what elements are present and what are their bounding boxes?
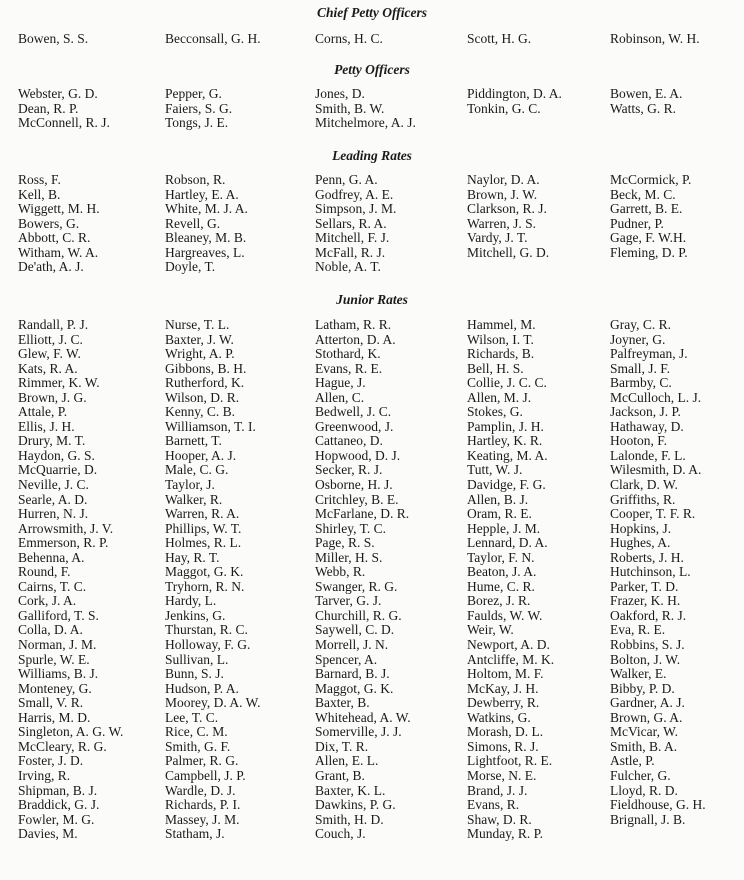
crew-name: Robbins, S. J. [610,637,685,653]
crew-name: Latham, R. R. [315,317,392,332]
crew-name: Collie, J. C. C. [467,375,547,391]
crew-name: Jones, D. [315,86,365,101]
crew-name: Maggot, G. K. [315,680,394,696]
crew-name: Smith, B. A. [610,738,678,754]
crew-name: Dix, T. R. [315,738,369,754]
crew-name: Lennard, D. A. [467,535,548,551]
crew-name: Baxter, J. W. [165,331,234,347]
crew-name: Griffiths, R. [610,491,676,507]
junior-rates-column-5 [610,318,706,827]
crew-name: Shipman, B. J. [18,782,98,798]
leading-rates-column-4 [467,173,549,260]
crew-name: Morrell, J. N. [315,637,389,653]
crew-name: Lalonde, F. L. [610,447,686,463]
crew-name: Dean, R. P. [18,100,79,116]
crew-name: Beck, M. C. [610,186,676,202]
crew-name: Antcliffe, M. K. [467,651,555,667]
crew-name: Hurren, N. J. [18,506,89,522]
crew-name: Baxter, B. [315,695,370,711]
crew-name: Moorey, D. A. W. [165,695,261,711]
crew-name: Dewberry, R. [467,695,540,711]
crew-name: Cattaneo, D. [315,433,383,449]
crew-name: Stothard, K. [315,346,381,362]
crew-name: Hay, R. T. [165,549,220,565]
crew-name: Robson, R. [165,172,226,187]
crew-name: Warren, J. S. [467,215,537,231]
crew-name: Cork, J. A. [18,593,77,609]
crew-name: Fulcher, G. [610,767,671,783]
crew-name: Mitchell, G. D. [467,244,550,260]
junior-rates-column-2 [165,318,261,842]
crew-name: McQuarrie, D. [18,462,98,478]
crew-name: Brignall, J. B. [610,811,686,827]
crew-name: Munday, R. P. [467,826,544,842]
crew-name: Allen, M. J. [467,389,532,405]
crew-name: Monteney, G. [18,680,92,696]
crew-name: Maggot, G. K. [165,564,244,580]
crew-name: Tongs, J. E. [165,115,229,131]
crew-name: Tryhorn, R. N. [165,578,245,594]
crew-name: McCleary, R. G. [18,738,107,754]
crew-name: Hughes, A. [610,535,671,551]
crew-name: Hargreaves, L. [165,244,245,260]
crew-name: Garrett, B. E. [610,201,683,217]
crew-name: Palfreyman, J. [610,346,688,362]
section-title-leading-rates: Leading Rates [332,148,412,163]
crew-name: Grant, B. [315,767,365,783]
crew-name: Hutchinson, L. [610,564,691,580]
junior-rates-column-4 [467,318,554,842]
crew-name: Witham, W. A. [18,244,99,260]
crew-name: Warren, R. A. [165,506,240,522]
crew-name: Hume, C. R. [467,578,535,594]
crew-name: Randall, P. J. [18,317,89,332]
crew-name: Gibbons, B. H. [165,360,247,376]
crew-name: Barnett, T. [165,433,222,449]
petty-officers-column-5 [610,87,682,116]
crew-name: Brown, G. A. [610,709,683,725]
crew-name: Keating, M. A. [467,447,548,463]
crew-name: Norman, J. M. [18,637,97,653]
crew-name: Secker, R. J. [315,462,383,478]
crew-name: Cooper, T. F. R. [610,506,696,522]
crew-name: Astle, P. [610,753,655,769]
crew-name: Jenkins, G. [165,607,226,623]
crew-name: Pepper, G. [165,86,222,101]
crew-name: Lightfoot, R. E. [467,753,553,769]
crew-name: Thurstan, R. C. [165,622,248,638]
crew-name: Bell, H. S. [467,360,524,376]
crew-name: Glew, F. W. [18,346,81,362]
cpo-name: Becconsall, G. H. [165,31,261,46]
crew-name: Harris, M. D. [18,709,91,725]
crew-name: Frazer, K. H. [610,593,681,609]
petty-officers-column-3 [315,87,416,131]
crew-name: Massey, J. M. [165,811,240,827]
crew-name: Allen, C. [315,389,365,405]
crew-name: Walker, R. [165,491,223,507]
crew-name: Emmerson, R. P. [18,535,109,551]
crew-name: Bibby, P. D. [610,680,675,696]
crew-name: Mitchelmore, A. J. [315,115,416,131]
crew-name: Colla, D. A. [18,622,83,638]
crew-name: Simpson, J. M. [315,201,397,217]
crew-name: Abbott, C. R. [18,230,91,246]
crew-name: Atterton, D. A. [315,331,396,347]
crew-name: Taylor, F. N. [467,549,535,565]
crew-name: Taylor, J. [165,477,215,493]
crew-name: Piddington, D. A. [467,86,562,101]
crew-name: Searle, A. D. [18,491,88,507]
crew-name: Smith, B. W. [315,100,385,116]
crew-name: Brown, J. W. [467,186,538,202]
crew-name: Greenwood, J. [315,418,394,434]
crew-name: Hepple, J. M. [467,520,541,536]
junior-rates-column-1 [18,318,123,842]
crew-name: Osborne, H. J. [315,477,393,493]
crew-name: Oakford, R. J. [610,607,687,623]
crew-name: Round, F. [18,564,71,580]
crew-name: Hague, J. [315,375,366,391]
crew-name: Baxter, K. L. [315,782,386,798]
crew-name: Gardner, A. J. [610,695,685,711]
crew-name: Behenna, A. [18,549,85,565]
crew-name: McKay, J. H. [467,680,539,696]
crew-name: Simons, R. J. [467,738,539,754]
crew-name: Drury, M. T. [18,433,86,449]
crew-name: Bowen, E. A. [610,86,683,101]
crew-name: Walker, E. [610,666,667,682]
crew-name: Pamplin, J. H. [467,418,544,434]
crew-name: Whitehead, A. W. [315,709,411,725]
crew-name: Couch, J. [315,826,366,842]
crew-name: Lloyd, R. D. [610,782,678,798]
crew-name: Allen, E. L. [315,753,379,769]
crew-name: Male, C. G. [165,462,229,478]
crew-name: Phillips, W. T. [165,520,242,536]
petty-officers-column-1 [18,87,110,131]
crew-name: Barnard, B. J. [315,666,390,682]
crew-name: Neville, J. C. [18,477,89,493]
crew-name: Singleton, A. G. W. [18,724,124,740]
leading-rates-column-2 [165,173,248,275]
crew-name: Churchill, R. G. [315,607,402,623]
crew-name: Watts, G. R. [610,100,677,116]
crew-name: Holtom, M. F. [467,666,544,682]
crew-name: Hudson, P. A. [165,680,239,696]
crew-name: Arrowsmith, J. V. [18,520,114,536]
crew-name: Brand, J. J. [467,782,528,798]
crew-name: Evans, R. E. [315,360,383,376]
crew-name: Haydon, G. S. [18,447,95,463]
crew-name: Foster, J. D. [18,753,84,769]
crew-name: Bleaney, M. B. [165,230,247,246]
crew-name: McConnell, R. J. [18,115,110,131]
petty-officers-column-4 [467,87,562,116]
crew-name: Cairns, T. C. [18,578,87,594]
crew-name: Williamson, T. I. [165,418,256,434]
cpo-name: Robinson, W. H. [610,31,700,46]
crew-name: McCormick, P. [610,172,692,187]
crew-name: Rimmer, K. W. [18,375,100,391]
crew-name: Gage, F. W.H. [610,230,687,246]
crew-name: Sellars, R. A. [315,215,387,231]
crew-name: Ellis, J. H. [18,418,75,434]
crew-name: McVicar, W. [610,724,679,740]
section-title-petty-officers: Petty Officers [334,62,410,77]
crew-name: Saywell, C. D. [315,622,395,638]
cpo-name: Bowen, S. S. [18,31,89,46]
crew-name: Mitchell, F. J. [315,230,390,246]
crew-name: Evans, R. [467,797,520,813]
crew-name: Faiers, S. G. [165,100,233,116]
crew-name: Holloway, F. G. [165,637,251,653]
cpo-name: Corns, H. C. [315,31,383,46]
crew-name: Allen, B. J. [467,491,529,507]
crew-name: Rutherford, K. [165,375,245,391]
crew-name: Clarkson, R. J. [467,201,547,217]
crew-name: Wilesmith, D. A. [610,462,702,478]
crew-name: Spencer, A. [315,651,378,667]
crew-name: Vardy, J. T. [467,230,528,246]
crew-name: Tonkin, G. C. [467,100,541,116]
crew-name: Hooper, A. J. [165,447,237,463]
crew-name: Irving, R. [18,767,71,783]
crew-name: Rice, C. M. [165,724,228,740]
crew-name: McCulloch, L. J. [610,389,702,405]
crew-name: Attale, P. [18,404,68,420]
crew-name: Brown, J. G. [18,389,87,405]
crew-name: Wilson, I. T. [467,331,534,347]
crew-name: Tutt, W. J. [467,462,523,478]
crew-name: Hardy, L. [165,593,217,609]
crew-name: Richards, B. [467,346,535,362]
crew-name: White, M. J. A. [165,201,248,217]
crew-name: Kell, B. [18,186,61,202]
petty-officers-column-2 [165,87,232,131]
crew-name: Wardle, D. J. [165,782,236,798]
crew-name: Shirley, T. C. [315,520,387,536]
crew-name: Kenny, C. B. [165,404,235,420]
crew-name: Beaton, J. A. [467,564,537,580]
crew-name: Watkins, G. [467,709,531,725]
crew-name: Swanger, R. G. [315,578,398,594]
crew-name: Stokes, G. [467,404,523,420]
crew-name: Galliford, T. S. [18,607,99,623]
crew-name: Roberts, J. H. [610,549,684,565]
crew-name: Braddick, G. J. [18,797,100,813]
section-title-junior-rates: Junior Rates [336,292,408,307]
junior-rates-column-3 [315,318,411,842]
crew-name: Richards, P. I. [165,797,241,813]
crew-name: Penn, G. A. [315,172,378,187]
crew-name: Hartley, K. R. [467,433,543,449]
crew-name: Wilson, D. R. [165,389,240,405]
crew-name: Clark, D. W. [610,477,678,493]
cpo-name: Scott, H. G. [467,31,532,46]
crew-name: Wiggett, M. H. [18,201,100,217]
crew-name: Miller, H. S. [315,549,383,565]
crew-name: Lee, T. C. [165,709,219,725]
crew-name: Nurse, T. L. [165,317,230,332]
crew-name: Fieldhouse, G. H. [610,797,706,813]
crew-name: Holmes, R. L. [165,535,242,551]
crew-name: Newport, A. D. [467,637,550,653]
crew-name: Naylor, D. A. [467,172,540,187]
crew-name: Wright, A. P. [165,346,235,362]
crew-name: Hathaway, D. [610,418,684,434]
crew-name: Tarver, G. J. [315,593,382,609]
crew-name: Eva, R. E. [610,622,666,638]
crew-name: Critchley, B. E. [315,491,399,507]
crew-name: Webster, G. D. [18,86,98,101]
crew-name: Pudner, P. [610,215,664,231]
crew-name: Williams, B. J. [18,666,99,682]
crew-name: Small, J. F. [610,360,671,376]
crew-name: McFarlane, D. R. [315,506,410,522]
crew-name: Bowers, G. [18,215,80,231]
crew-name: Bedwell, J. C. [315,404,392,420]
crew-name: Noble, A. T. [315,259,381,275]
crew-name: Campbell, J. P. [165,767,246,783]
crew-name: Revell, G. [165,215,221,231]
crew-name: Weir, W. [467,622,514,638]
crew-name: Bunn, S. J. [165,666,224,682]
crew-name: Barmby, C. [610,375,672,391]
crew-name: Hartley, E. A. [165,186,239,202]
crew-name: Morse, N. E. [467,767,537,783]
crew-name: Davies, M. [18,826,78,842]
crew-name: Palmer, R. G. [165,753,239,769]
crew-name: Fowler, M. G. [18,811,95,827]
crew-name: Elliott, J. C. [18,331,83,347]
leading-rates-column-3 [315,173,396,275]
crew-name: Webb, R. [315,564,366,580]
crew-name: Smith, G. F. [165,738,231,754]
crew-name: Hopkins, J. [610,520,672,536]
crew-name: Spurle, W. E. [18,651,90,667]
crew-name: Borez, J. R. [467,593,531,609]
crew-name: Davidge, F. G. [467,477,546,493]
crew-name: Joyner, G. [610,331,666,347]
crew-name: McFall, R. J. [315,244,386,260]
crew-name: Parker, T. D. [610,578,679,594]
crew-name: Godfrey, A. E. [315,186,394,202]
leading-rates-column-5 [610,173,691,260]
crew-name: Bolton, J. W. [610,651,681,667]
crew-name: Ross, F. [18,172,61,187]
crew-name: Hopwood, D. J. [315,447,401,463]
crew-name: Gray, C. R. [610,317,671,332]
crew-name: Dawkins, P. G. [315,797,396,813]
crew-name: Smith, H. D. [315,811,384,827]
crew-name: Sullivan, L. [165,651,229,667]
crew-name: Statham, J. [165,826,225,842]
crew-name: Hooton, F. [610,433,668,449]
crew-name: Jackson, J. P. [610,404,681,420]
crew-name: De'ath, A. J. [18,259,84,275]
crew-name: Page, R. S. [315,535,375,551]
leading-rates-column-1 [18,173,100,275]
crew-name: Oram, R. E. [467,506,532,522]
crew-name: Small, V. R. [18,695,84,711]
crew-name: Faulds, W. W. [467,607,543,623]
crew-name: Morash, D. L. [467,724,544,740]
crew-name: Kats, R. A. [18,360,78,376]
section-title-chief-petty-officers: Chief Petty Officers [317,5,427,20]
crew-name: Somerville, J. J. [315,724,402,740]
crew-name: Doyle, T. [165,259,216,275]
crew-name: Fleming, D. P. [610,244,688,260]
crew-name: Hammel, M. [467,317,536,332]
crew-name: Shaw, D. R. [467,811,532,827]
